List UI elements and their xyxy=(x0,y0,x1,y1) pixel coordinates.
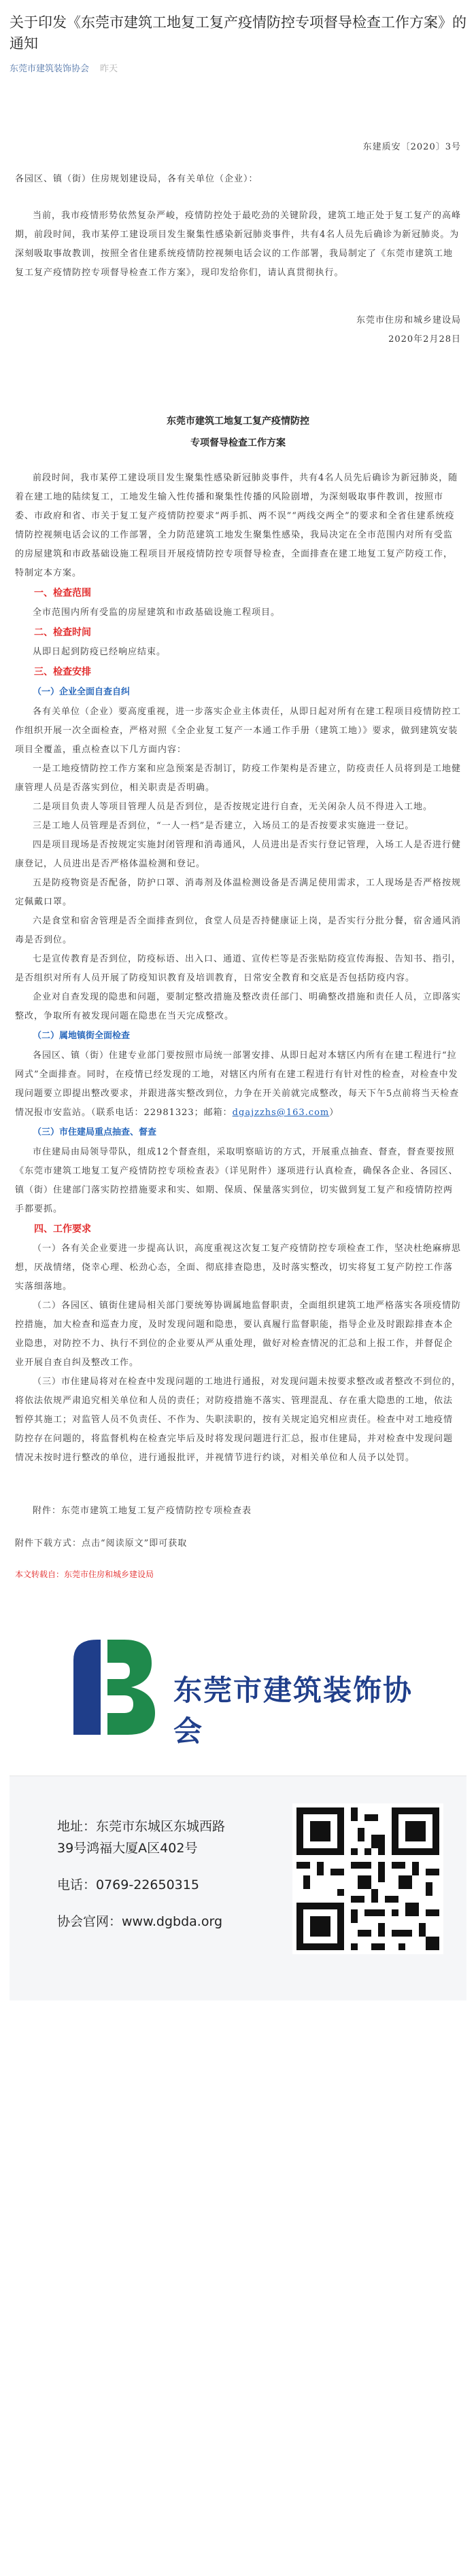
section-paragraph: 六是食堂和宿舍管理是否全面排查到位，食堂人员是否持健康证上岗，是否实行分批分餐，宿舍通风消毒是否到位。 xyxy=(15,916,462,945)
address-line: 39号鸿福大厦A区402号 xyxy=(57,1841,198,1856)
plan-intro: 前段时间，我市某停工建设项目发生聚集性感染新冠肺炎事件，共有4名人员先后确诊为新冠肺炎，随着在建工地的陆续复工，工地发生输入性传播和聚集性传播的风险剧增，为深刻吸取事件教训，按照市委、市政府和省、市关于复工复产疫情防控要求“两手抓、两不误”“两线交两全”的要求和全省住建系统疫情防控视频电话会议的工作部署，全力防范建筑工地发生聚集性感染，我局决定在全市范围内对所有受监的房屋建筑和市政基础设施工程项目开展疫情防控专项督导检查，全面排查在建工地复工复产防疫工作，特制定本方案。 xyxy=(15,473,458,578)
section-paragraph: （一）各有关企业要进一步提高认识，高度重视这次复工复产疫情防控专项检查工作，坚决杜绝麻痹思想，厌战情绪，侥幸心理、松劲心态，全面、彻底排查隐患，及时落实整改，切实将复工复产防控工作落实落细落地。 xyxy=(15,1243,462,1292)
plan-title-line: 专项督导检查工作方案 xyxy=(190,438,286,448)
association-logo-icon xyxy=(60,1633,162,1742)
author-link[interactable]: 东莞市建筑装饰协会 xyxy=(10,64,90,74)
subsection-heading: （三）市住建局重点抽查、督查 xyxy=(33,1127,157,1137)
contact-card xyxy=(10,1776,466,2000)
section-paragraph: 市住建局由局领导带队，组成12个督查组，采取明察暗访的方式，开展重点抽查、督查，督查要按照《东莞市建筑工地复工复产疫情防控专项检查表》（详见附件）逐项进行认真检查，确保各企业、各园区、镇（街）住建部门落实防控措施要求和实、如期、保质、保量落实到位，切实做到复工复产和疫情防控两手都要抓。 xyxy=(15,1147,458,1214)
document-number: 东建质安〔2020〕3号 xyxy=(362,142,461,152)
signature-org: 东莞市住房和城乡建设局 xyxy=(356,315,461,325)
email-link[interactable]: dgajzzhs@163.com xyxy=(232,1108,330,1118)
association-name: 东莞市建筑装饰协会 xyxy=(173,1674,413,1748)
section-paragraph: 二是项目负责人等项目管理人员是否到位，是否按规定进行自查，无关闲杂人员不得进入工地。 xyxy=(33,802,433,812)
article-body xyxy=(0,139,476,1580)
contact-details xyxy=(57,1816,225,1933)
section-paragraph: 各有关单位（企业）要高度重视，进一步落实企业主体责任，从即日起对所有在建工程项目疫情防控工作组织开展一次全面检查，严格对照《全企业复工复产一本通工作手册（建筑工地）》要求，做到建筑安装项目全覆盖，重点检查以下几方面内容： xyxy=(15,707,462,755)
section-paragraph: 一是工地疫情防控工作方案和应急预案是否制订，防疫工作架构是否建立，防疫责任人员将到是工地健康管理人员是否落实到位，相关职责是否明确。 xyxy=(15,764,462,793)
recipient-line: 各园区、镇（街）住房规划建设局，各有关单位（企业）： xyxy=(15,174,258,184)
association-logo xyxy=(48,1619,428,1748)
section-paragraph: 七是宣传教育是否到位，防疫标语、出入口、通道、宣传栏等是否张贴防疫宣传海报、告知书、指引，是否组织对所有人员开展了防疫知识教育及培训教育，日常安全教育和交底是否包括防疫内容。 xyxy=(15,954,462,983)
address-line: 地址：东莞市东城区东城西路 xyxy=(57,1819,226,1834)
qr-code-icon[interactable] xyxy=(292,1803,443,1954)
contact-text: 各园区、镇（街）住建专业部门要按照市局统一部署安排、从即日起对本辖区内所有在建工程进行“拉网式”全面排查。同时，在疫情已经发现的工地，对辖区内所有在建工程进行有针对性的检查，对检查中发现问题要立即提出整改要求，并跟进落实整改到位，力争在开关前就完成整改，每天下午5点前将当天检查情况报市安监站。（联系电话：22981323；邮箱： xyxy=(15,1051,460,1118)
section-heading: 四、工作要求 xyxy=(34,1224,91,1235)
section-heading: 一、检查范围 xyxy=(34,588,91,599)
section-paragraph: 全市范围内所有受监的房屋建筑和市政基础设施工程项目。 xyxy=(33,607,281,618)
section-paragraph: （三）市住建局将对在检查中发现问题的工地进行通报，对发现问题未按要求整改或者整改不到位的，将依法依规严肃追究相关单位和人员的责任；对防疫措施不落实、管理混乱、存在重大隐患的工地，依法暂停其施工；对监管人员不负责任、不作为、失职渎职的，按有关规定追究相应责任。检查中对工地疫情防控存在问题的，将监督机构在检查完毕后及时将发现问题进行汇总，报市住建局，并对检查中发现问题情况未按时进行整改的单位，进行通报批评，并视情节进行约谈，对相关单位和人员予以处罚。 xyxy=(15,1377,462,1463)
attachment-note: 附件：东莞市建筑工地复工复产疫情防控专项检查表 xyxy=(33,1506,252,1516)
download-hint: 附件下载方式：点击“阅读原文”即可获取 xyxy=(15,1538,188,1549)
section-paragraph xyxy=(15,1046,461,1123)
section-paragraph: 四是项目现场是否按规定实施封闭管理和消毒通风，人员进出是否实行登记管理，入场工人是否进行健康登记，人员进出是否严格体温检测和登记。 xyxy=(15,840,462,869)
contact-text-end: ） xyxy=(329,1108,339,1118)
notice-paragraph: 当前，我市疫情形势依然复杂严峻，疫情防控处于最吃劲的关键阶段，建筑工地正处于复工复产的高峰期，前段时间，我市某停工建设项目发生聚集性感染新冠肺炎事件，共有4名人员先后确诊为新冠肺炎。为深刻吸取事故教训，按照全省住建系统疫情防控视频电话会议的工作部署，我局制定了《东莞市建筑工地复工复产疫情防控专项督导检查工作方案》，现印发给你们，请认真贯彻执行。 xyxy=(15,211,462,278)
publish-date: 昨天 xyxy=(100,64,118,74)
section-paragraph: 三是工地人员管理是否到位，“一人一档”是否建立，入场员工的是否按要求实施进一登记。 xyxy=(33,821,415,831)
phone-line: 电话：0769-22650315 xyxy=(57,1877,199,1892)
plan-title xyxy=(15,410,461,454)
section-paragraph: （二）各园区、镇街住建局相关部门要统筹协调属地监督职责，全面组织建筑工地严格落实各项疫情防控措施，加大检查和巡查力度，及时发现问题和隐患，要认真履行监督职能，指导企业及时跟踪排查本企业隐患，对防控不力、执行不到位的企业要从严从重处理，做好对检查情况的汇总和上报工作，并督促企业开展自查自纠及整改工作。 xyxy=(15,1301,462,1368)
section-paragraph: 企业对自查发现的隐患和问题，要制定整改措施及整改责任部门、明确整改措施和责任人员，立即落实整改，争取所有被发现问题在隐患在当天完成整改。 xyxy=(15,992,462,1021)
section-heading: 二、检查时间 xyxy=(34,627,91,638)
section-paragraph: 从即日起到防疫已经响应结束。 xyxy=(33,647,167,657)
article-header xyxy=(0,0,476,74)
signature-date: 2020年2月28日 xyxy=(388,334,461,345)
plan-title-line: 东莞市建筑工地复工复产疫情防控 xyxy=(167,416,309,427)
article-title: 关于印发《东莞市建筑工地复工复产疫情防控专项督导检查工作方案》的通知 xyxy=(10,14,466,52)
article-meta xyxy=(10,61,466,74)
source-note: 本文转载自：东莞市住房和城乡建设局 xyxy=(15,1570,154,1579)
section-paragraph: 五是防疫物资是否配备，防护口罩、消毒剂及体温检测设备是否满足使用需求，工人现场是否严格按规定佩戴口罩。 xyxy=(15,878,462,907)
subsection-heading: （二）属地镇街全面检查 xyxy=(33,1031,131,1041)
section-heading: 三、检查安排 xyxy=(34,667,91,677)
subsection-heading: （一）企业全面自查自纠 xyxy=(33,687,131,697)
website-line[interactable]: 协会官网：www.dgbda.org xyxy=(57,1914,223,1929)
